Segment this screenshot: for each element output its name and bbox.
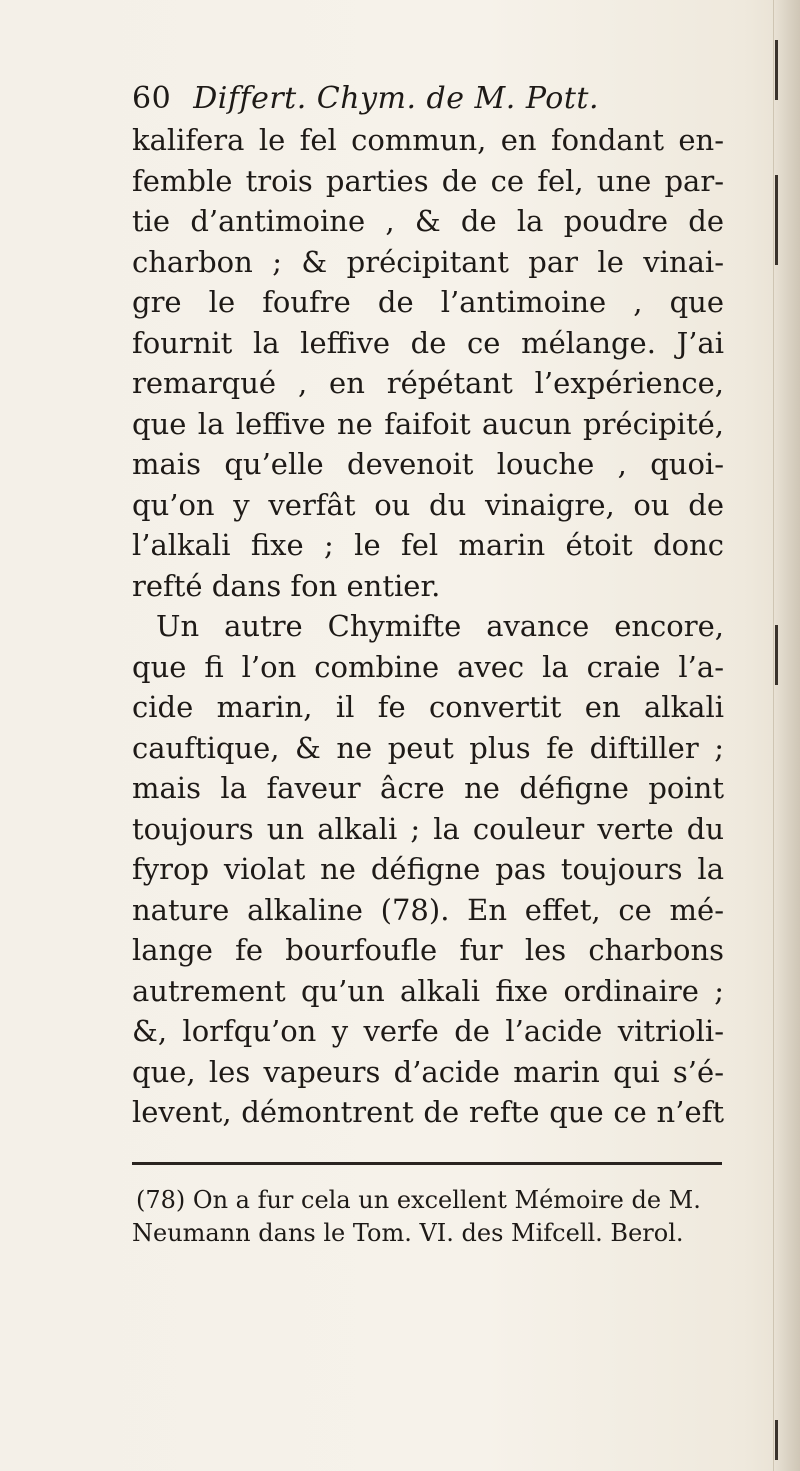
footnote-line: Neumann dans le Tom. VI. des Mifcell. Berol. xyxy=(132,1219,684,1247)
running-header xyxy=(132,78,724,120)
footnote-line: (78) On a fur cela un excellent Mémoire de M. xyxy=(136,1186,701,1214)
text-line: cauftique, & ne peut plus fe diftiller ; xyxy=(132,730,724,765)
text-line: refté dans fon entier. xyxy=(132,568,441,603)
text-line: gre le foufre de l’antimoine , que xyxy=(132,285,724,319)
text-line: levent, démontrent de refte que ce n’eft xyxy=(132,1095,724,1129)
text-line: remarqué , en répétant l’expérience, xyxy=(132,366,724,400)
edge-mark xyxy=(775,175,778,265)
page-text xyxy=(132,78,724,1133)
text-line: charbon ; & précipitant par le vinai- xyxy=(132,244,724,279)
footnote-rule xyxy=(132,1162,722,1165)
text-line: qu’on y verfât ou du vinaigre, ou de xyxy=(132,487,724,522)
text-line: &, lorfqu’on y verfe de l’acide vitrioli- xyxy=(132,1014,724,1048)
text-line: cide marin, il fe convertit en alkali xyxy=(132,690,724,724)
text-line: kalifera le fel commun, en fondant en- xyxy=(132,123,724,157)
edge-mark xyxy=(775,40,778,100)
footnotes xyxy=(132,1184,732,1250)
text-line: nature alkaline (78). En effet, ce mé- xyxy=(132,892,724,927)
text-line: que fi l’on combine avec la craie l’a- xyxy=(132,649,724,684)
text-line: l’alkali fixe ; le fel marin étoit donc xyxy=(132,528,724,562)
edge-mark xyxy=(775,1420,778,1460)
text-line: Un autre Chymifte avance encore, xyxy=(156,609,724,643)
text-line: mais la faveur âcre ne défigne point xyxy=(132,771,724,805)
page-number: 60 xyxy=(132,81,172,116)
text-line: tie d’antimoine , & de la poudre de xyxy=(132,204,724,238)
text-line: que la leffive ne faifoit aucun précipité, xyxy=(132,406,724,441)
page-edge xyxy=(773,0,800,1471)
running-title: Differt. Chym. de M. Pott. xyxy=(193,81,600,116)
text-line: toujours un alkali ; la couleur verte du xyxy=(132,811,724,846)
text-line: fournit la leffive de ce mélange. J’ai xyxy=(132,325,724,360)
text-line: mais qu’elle devenoit louche , quoi- xyxy=(132,447,724,481)
text-line: que, les vapeurs d’acide marin qui s’é- xyxy=(132,1054,724,1089)
text-line: lange fe bourfoufle fur les charbons xyxy=(132,933,724,967)
text-line: autrement qu’un alkali fixe ordinaire ; xyxy=(132,973,724,1008)
text-line: fyrop violat ne défigne pas toujours la xyxy=(132,852,724,886)
text-line: femble trois parties de ce fel, une par- xyxy=(132,163,724,198)
edge-mark xyxy=(775,625,778,685)
